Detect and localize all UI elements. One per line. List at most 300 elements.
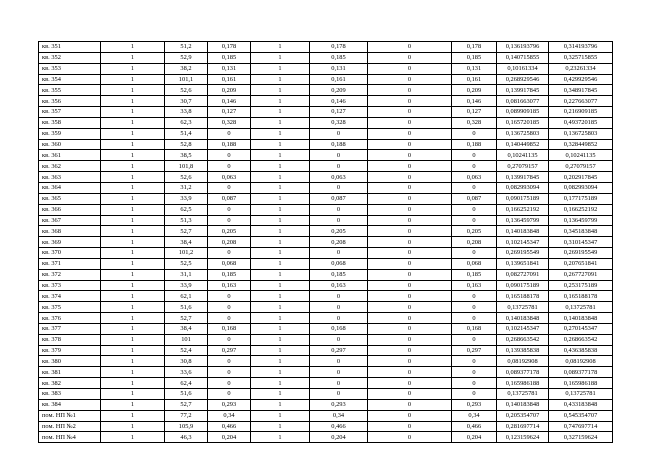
table-cell: 1 <box>101 378 165 389</box>
table-row <box>39 389 613 400</box>
table-cell: 0,166252192 <box>549 204 613 215</box>
table-cell: 0,136459799 <box>549 215 613 226</box>
table-cell: 0,10241135 <box>549 150 613 161</box>
table-cell: 51,6 <box>165 389 208 400</box>
table-cell: 0,297 <box>208 345 251 356</box>
row-label-cell: пом. НП №2 <box>39 421 101 432</box>
table-cell: 1 <box>101 85 165 96</box>
table-row <box>39 410 613 421</box>
table-cell: 0,146 <box>452 96 497 107</box>
row-label-cell: кв. 369 <box>39 237 101 248</box>
table-cell: 0,087 <box>452 193 497 204</box>
table-cell: 0 <box>368 399 452 410</box>
table-cell: 0,297 <box>452 345 497 356</box>
table-cell: 1 <box>101 421 165 432</box>
table-cell: 1 <box>101 204 165 215</box>
table-cell: 1 <box>101 63 165 74</box>
table-cell: 0 <box>208 128 251 139</box>
table-cell: 0,34 <box>310 410 368 421</box>
table-cell: 0,436385838 <box>549 345 613 356</box>
table-cell: 0 <box>368 85 452 96</box>
table-row <box>39 399 613 410</box>
table-cell: 0,089377178 <box>497 367 549 378</box>
table-cell: 52,7 <box>165 313 208 324</box>
table-cell: 1 <box>251 63 310 74</box>
table-cell: 0,13725781 <box>549 389 613 400</box>
table-cell: 1 <box>251 107 310 118</box>
table-cell: 0 <box>310 291 368 302</box>
table-cell: 52,8 <box>165 139 208 150</box>
row-label-cell: кв. 381 <box>39 367 101 378</box>
table-cell: 0,493720185 <box>549 117 613 128</box>
table-cell: 0,10241135 <box>497 150 549 161</box>
table-cell: 0 <box>368 74 452 85</box>
table-cell: 0,163 <box>452 280 497 291</box>
table-cell: 0,269195549 <box>497 248 549 259</box>
table-cell: 0,293 <box>452 399 497 410</box>
table-cell: 0 <box>452 161 497 172</box>
table-cell: 0,328 <box>208 117 251 128</box>
table-cell: 101 <box>165 334 208 345</box>
table-cell: 1 <box>101 367 165 378</box>
table-cell: 0,140183848 <box>497 226 549 237</box>
table-cell: 38,5 <box>165 150 208 161</box>
table-cell: 0 <box>368 421 452 432</box>
table-cell: 1 <box>251 410 310 421</box>
table-cell: 0 <box>368 63 452 74</box>
table-cell: 0,269195549 <box>549 248 613 259</box>
table-cell: 1 <box>101 42 165 53</box>
table-cell: 1 <box>101 334 165 345</box>
table-cell: 0,161 <box>310 74 368 85</box>
table-row <box>39 421 613 432</box>
table-cell: 38,4 <box>165 237 208 248</box>
table-cell: 0,165188178 <box>549 291 613 302</box>
row-label-cell: кв. 382 <box>39 378 101 389</box>
table-cell: 0 <box>368 172 452 183</box>
table-cell: 0,13725781 <box>497 389 549 400</box>
table-cell: 0 <box>310 150 368 161</box>
table-cell: 1 <box>101 215 165 226</box>
table-cell: 1 <box>251 421 310 432</box>
row-label-cell: кв. 383 <box>39 389 101 400</box>
table-cell: 0 <box>310 389 368 400</box>
table-cell: 0,268663542 <box>497 334 549 345</box>
table-row <box>39 42 613 53</box>
table-cell: 51,3 <box>165 215 208 226</box>
table-cell: 1 <box>251 356 310 367</box>
table-cell: 0 <box>452 182 497 193</box>
row-label-cell: кв. 352 <box>39 52 101 63</box>
table-cell: 0 <box>208 291 251 302</box>
table-cell: 0 <box>368 280 452 291</box>
row-label-cell: кв. 368 <box>39 226 101 237</box>
table-cell: 0 <box>208 389 251 400</box>
table-row <box>39 150 613 161</box>
table-cell: 0 <box>208 161 251 172</box>
row-label-cell: кв. 371 <box>39 258 101 269</box>
table-cell: 0 <box>368 193 452 204</box>
table-cell: 105,9 <box>165 421 208 432</box>
table-cell: 0 <box>452 356 497 367</box>
table-cell: 1 <box>101 128 165 139</box>
table-cell: 0 <box>310 215 368 226</box>
table-cell: 0,205 <box>310 226 368 237</box>
table-row <box>39 139 613 150</box>
table-cell: 0 <box>368 378 452 389</box>
table-cell: 0,188 <box>452 139 497 150</box>
table-cell: 0,345183848 <box>549 226 613 237</box>
table-cell: 1 <box>251 52 310 63</box>
table-cell: 0,165986188 <box>497 378 549 389</box>
table-cell: 0,127 <box>310 107 368 118</box>
table-row <box>39 52 613 63</box>
table-cell: 1 <box>251 302 310 313</box>
table-row <box>39 432 613 443</box>
table-cell: 52,7 <box>165 226 208 237</box>
table-cell: 0,185 <box>208 52 251 63</box>
table-cell: 0 <box>310 302 368 313</box>
table-cell: 0,185 <box>208 269 251 280</box>
table-cell: 0 <box>368 367 452 378</box>
table-cell: 0,140183848 <box>497 313 549 324</box>
row-label-cell: пом. НП №4 <box>39 432 101 443</box>
table-cell: 31,2 <box>165 182 208 193</box>
table-cell: 1 <box>251 85 310 96</box>
table-row <box>39 74 613 85</box>
table-cell: 0 <box>368 139 452 150</box>
table-row <box>39 161 613 172</box>
table-cell: 1 <box>101 389 165 400</box>
table-cell: 0 <box>452 334 497 345</box>
table-cell: 0 <box>310 182 368 193</box>
table-row <box>39 128 613 139</box>
row-label-cell: кв. 351 <box>39 42 101 53</box>
table-row <box>39 117 613 128</box>
row-label-cell: кв. 365 <box>39 193 101 204</box>
table-cell: 52,7 <box>165 399 208 410</box>
table-cell: 0,747697714 <box>549 421 613 432</box>
table-cell: 0,23261334 <box>549 63 613 74</box>
table-row <box>39 193 613 204</box>
table-cell: 1 <box>101 399 165 410</box>
table-cell: 1 <box>251 117 310 128</box>
table-cell: 1 <box>101 226 165 237</box>
data-table <box>38 41 613 443</box>
table-cell: 0,293 <box>208 399 251 410</box>
table-cell: 0,185 <box>452 269 497 280</box>
table-cell: 1 <box>251 313 310 324</box>
table-row <box>39 204 613 215</box>
table-cell: 0 <box>368 128 452 139</box>
table-cell: 33,6 <box>165 367 208 378</box>
table-cell: 1 <box>251 237 310 248</box>
table-cell: 1 <box>101 117 165 128</box>
table-cell: 1 <box>101 291 165 302</box>
table-cell: 0,204 <box>208 432 251 443</box>
table-cell: 0,13725781 <box>549 302 613 313</box>
table-cell: 51,2 <box>165 42 208 53</box>
table-cell: 0,166252192 <box>497 204 549 215</box>
table-cell: 1 <box>251 150 310 161</box>
table-cell: 0,270145347 <box>549 323 613 334</box>
table-cell: 1 <box>101 237 165 248</box>
table-cell: 0,102145347 <box>497 237 549 248</box>
table-cell: 0 <box>368 302 452 313</box>
table-cell: 0,34 <box>452 410 497 421</box>
table-row <box>39 367 613 378</box>
table-cell: 52,9 <box>165 52 208 63</box>
table-cell: 0,140449852 <box>497 139 549 150</box>
table-cell: 0,209 <box>310 85 368 96</box>
table-cell: 0 <box>368 150 452 161</box>
table-cell: 0,139917845 <box>497 172 549 183</box>
row-label-cell: кв. 379 <box>39 345 101 356</box>
row-label-cell: пом. НП №1 <box>39 410 101 421</box>
table-cell: 0,310145347 <box>549 237 613 248</box>
table-cell: 0 <box>208 367 251 378</box>
table-row <box>39 323 613 334</box>
row-label-cell: кв. 377 <box>39 323 101 334</box>
table-row <box>39 313 613 324</box>
table-cell: 0 <box>368 323 452 334</box>
table-row <box>39 356 613 367</box>
table-cell: 0,205 <box>452 226 497 237</box>
table-cell: 0,188 <box>310 139 368 150</box>
table-cell: 0 <box>310 248 368 259</box>
table-cell: 0 <box>310 367 368 378</box>
table-cell: 0,297 <box>310 345 368 356</box>
table-cell: 0 <box>368 237 452 248</box>
row-label-cell: кв. 360 <box>39 139 101 150</box>
table-cell: 0 <box>452 313 497 324</box>
table-cell: 1 <box>101 356 165 367</box>
table-cell: 1 <box>251 432 310 443</box>
table-cell: 0 <box>208 215 251 226</box>
table-cell: 0 <box>452 378 497 389</box>
table-cell: 1 <box>101 107 165 118</box>
table-cell: 0 <box>452 367 497 378</box>
table-cell: 0,136725803 <box>497 128 549 139</box>
table-cell: 1 <box>251 96 310 107</box>
table-cell: 0,178 <box>452 42 497 53</box>
table-cell: 0,325715855 <box>549 52 613 63</box>
table-cell: 1 <box>251 389 310 400</box>
table-row <box>39 172 613 183</box>
table-cell: 0 <box>368 291 452 302</box>
row-label-cell: кв. 372 <box>39 269 101 280</box>
table-cell: 0 <box>208 302 251 313</box>
table-cell: 0,27079157 <box>497 161 549 172</box>
table-cell: 1 <box>101 432 165 443</box>
table-cell: 0 <box>368 356 452 367</box>
table-cell: 0,131 <box>452 63 497 74</box>
row-label-cell: кв. 380 <box>39 356 101 367</box>
row-label-cell: кв. 353 <box>39 63 101 74</box>
table-cell: 0,089909185 <box>497 107 549 118</box>
row-label-cell: кв. 370 <box>39 248 101 259</box>
table-row <box>39 226 613 237</box>
table-cell: 1 <box>251 204 310 215</box>
table-cell: 0,168 <box>208 323 251 334</box>
table-cell: 0,168 <box>310 323 368 334</box>
table-cell: 62,1 <box>165 291 208 302</box>
table-cell: 0,146 <box>310 96 368 107</box>
table-cell: 0,140183848 <box>549 313 613 324</box>
table-cell: 0,068 <box>310 258 368 269</box>
table-cell: 1 <box>251 42 310 53</box>
table-cell: 0,165986188 <box>549 378 613 389</box>
table-cell: 1 <box>251 291 310 302</box>
table-cell: 0,161 <box>452 74 497 85</box>
table-cell: 0,136459799 <box>497 215 549 226</box>
row-label-cell: кв. 358 <box>39 117 101 128</box>
table-cell: 77,2 <box>165 410 208 421</box>
table-cell: 0,139385838 <box>497 345 549 356</box>
table-cell: 0 <box>208 313 251 324</box>
table-cell: 101,1 <box>165 74 208 85</box>
table-cell: 0,136725803 <box>549 128 613 139</box>
table-cell: 0,327159624 <box>549 432 613 443</box>
table-cell: 0,268663542 <box>549 334 613 345</box>
table-cell: 0 <box>368 215 452 226</box>
table-cell: 0 <box>368 258 452 269</box>
row-label-cell: кв. 356 <box>39 96 101 107</box>
table-cell: 30,8 <box>165 356 208 367</box>
table-cell: 1 <box>251 193 310 204</box>
row-label-cell: кв. 362 <box>39 161 101 172</box>
table-cell: 51,6 <box>165 302 208 313</box>
table-cell: 0,34 <box>208 410 251 421</box>
table-row <box>39 63 613 74</box>
table-cell: 0 <box>208 204 251 215</box>
table-cell: 0,209 <box>452 85 497 96</box>
table-cell: 0 <box>452 302 497 313</box>
table-cell: 62,4 <box>165 378 208 389</box>
table-row <box>39 291 613 302</box>
table-cell: 0,127 <box>208 107 251 118</box>
table-cell: 1 <box>101 302 165 313</box>
table-cell: 0,163 <box>208 280 251 291</box>
table-cell: 0,188 <box>208 139 251 150</box>
table-row <box>39 107 613 118</box>
table-cell: 1 <box>251 139 310 150</box>
table-cell: 0,131 <box>208 63 251 74</box>
table-cell: 1 <box>251 128 310 139</box>
table-cell: 0,063 <box>208 172 251 183</box>
table-cell: 0,08192908 <box>549 356 613 367</box>
table-cell: 1 <box>251 280 310 291</box>
table-cell: 0 <box>208 150 251 161</box>
table-cell: 0 <box>208 378 251 389</box>
table-cell: 0,063 <box>452 172 497 183</box>
table-row <box>39 182 613 193</box>
table-cell: 0 <box>310 128 368 139</box>
row-label-cell: кв. 363 <box>39 172 101 183</box>
table-body <box>39 42 613 443</box>
table-cell: 0 <box>368 334 452 345</box>
row-label-cell: кв. 375 <box>39 302 101 313</box>
table-cell: 1 <box>251 161 310 172</box>
table-cell: 0,082727091 <box>497 269 549 280</box>
table-cell: 0 <box>368 410 452 421</box>
table-cell: 0,185 <box>310 269 368 280</box>
table-row <box>39 237 613 248</box>
table-cell: 0,208 <box>452 237 497 248</box>
table-cell: 0,429929546 <box>549 74 613 85</box>
table-row <box>39 85 613 96</box>
table-cell: 1 <box>101 269 165 280</box>
table-row <box>39 215 613 226</box>
table-cell: 0,328 <box>310 117 368 128</box>
table-cell: 0 <box>368 432 452 443</box>
table-cell: 0,063 <box>310 172 368 183</box>
table-cell: 0,466 <box>208 421 251 432</box>
table-cell: 0,433183848 <box>549 399 613 410</box>
table-cell: 1 <box>101 150 165 161</box>
table-cell: 0,090175189 <box>497 280 549 291</box>
table-cell: 0,140715855 <box>497 52 549 63</box>
table-cell: 0,185 <box>452 52 497 63</box>
table-cell: 0,102145347 <box>497 323 549 334</box>
table-cell: 0,328 <box>452 117 497 128</box>
row-label-cell: кв. 373 <box>39 280 101 291</box>
table-cell: 0,205354707 <box>497 410 549 421</box>
table-cell: 0,068 <box>208 258 251 269</box>
table-cell: 0,127 <box>452 107 497 118</box>
table-cell: 1 <box>251 248 310 259</box>
table-cell: 1 <box>251 182 310 193</box>
table-cell: 0,185 <box>310 52 368 63</box>
table-cell: 0,165188178 <box>497 291 549 302</box>
table-cell: 1 <box>101 193 165 204</box>
row-label-cell: кв. 376 <box>39 313 101 324</box>
table-cell: 0 <box>368 96 452 107</box>
table-cell: 0 <box>310 356 368 367</box>
table-cell: 0,281697714 <box>497 421 549 432</box>
table-cell: 0,209 <box>208 85 251 96</box>
table-cell: 101,8 <box>165 161 208 172</box>
table-cell: 0 <box>368 248 452 259</box>
table-cell: 0,087 <box>310 193 368 204</box>
table-cell: 0 <box>368 269 452 280</box>
table-cell: 0,090175189 <box>497 193 549 204</box>
table-cell: 0,216909185 <box>549 107 613 118</box>
table-cell: 0,178 <box>208 42 251 53</box>
table-cell: 1 <box>251 399 310 410</box>
row-label-cell: кв. 367 <box>39 215 101 226</box>
table-row <box>39 334 613 345</box>
table-cell: 1 <box>251 323 310 334</box>
table-cell: 0,207651841 <box>549 258 613 269</box>
table-cell: 0 <box>368 389 452 400</box>
table-cell: 0,208 <box>208 237 251 248</box>
table-cell: 0 <box>208 248 251 259</box>
table-cell: 0,161 <box>208 74 251 85</box>
table-cell: 0,348917845 <box>549 85 613 96</box>
table-cell: 1 <box>251 367 310 378</box>
table-row <box>39 345 613 356</box>
table-row <box>39 280 613 291</box>
row-label-cell: кв. 384 <box>39 399 101 410</box>
table-cell: 0,139651841 <box>497 258 549 269</box>
table-cell: 0,204 <box>310 432 368 443</box>
table-cell: 52,6 <box>165 85 208 96</box>
table-cell: 51,4 <box>165 128 208 139</box>
table-row <box>39 96 613 107</box>
table-cell: 0,082993094 <box>497 182 549 193</box>
table-cell: 0,27079157 <box>549 161 613 172</box>
